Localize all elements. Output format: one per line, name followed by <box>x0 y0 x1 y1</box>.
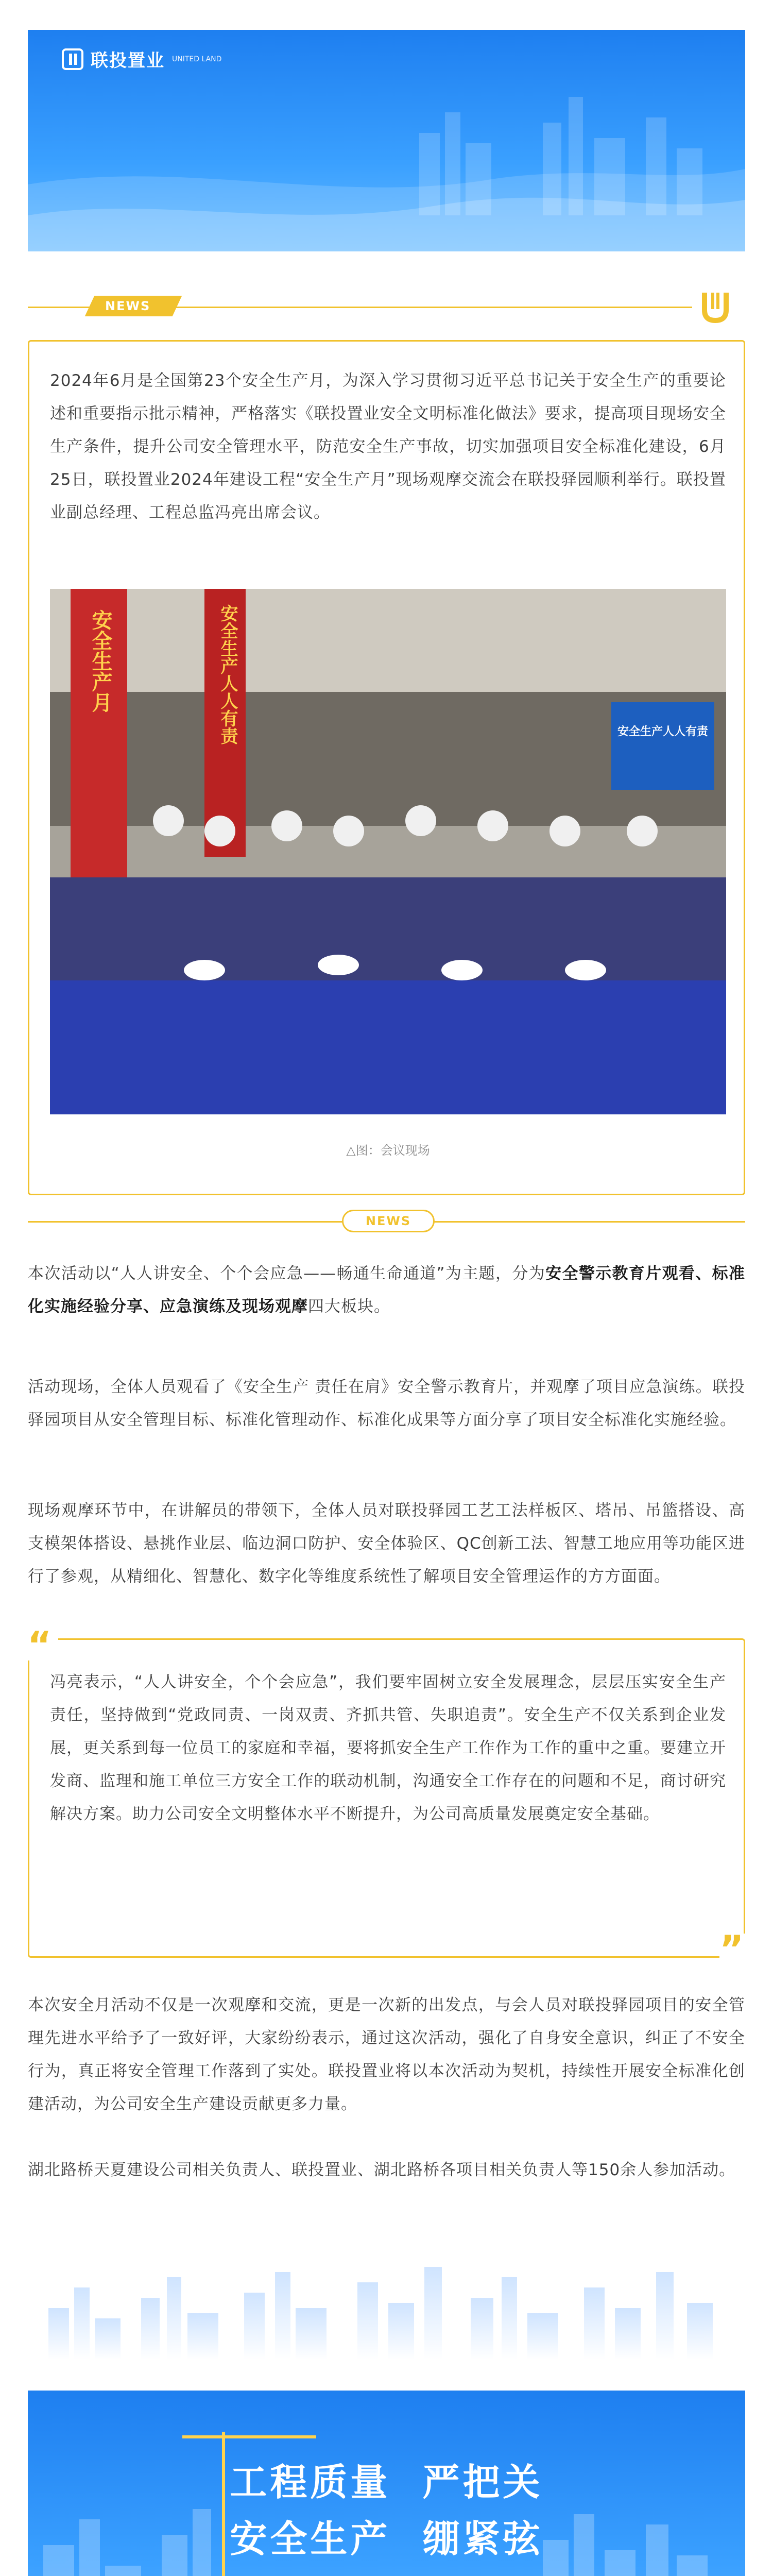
news-tag-label: NEWS <box>105 299 151 313</box>
photo-banner-text-2: 安全生产人人有责 <box>217 604 238 744</box>
body-paragraph-4: 本次安全月活动不仅是一次观摩和交流，更是一次新的出发点，与会人员对联投驿园项目的安全管理先进水平给予了一致好评，大家纷纷表示，通过这次活动，强化了自身安全意识，纠正了不安全行为，真正将安全管理工作落到了实处。联投置业将以本次活动为契机，持续性开展安全标准化创建活动，为公司安全生产建设贡献更多力量。 <box>28 1996 745 2113</box>
intro-card <box>28 340 745 1195</box>
poster-slogan-1: 工程质量 严把关 <box>230 2461 543 2504</box>
news-tag-2-label: NEWS <box>365 1214 411 1228</box>
news-divider <box>28 289 745 325</box>
quote-close-icon: ” <box>719 1934 750 1964</box>
brand-u-icon <box>697 289 733 325</box>
header-brand-sub: UNITED LAND <box>172 55 222 63</box>
body-p1-text: 本次活动以“人人讲安全、个个会应急——畅通生命通道”为主题，分为 <box>28 1264 546 1283</box>
body-paragraph-5: 湖北路桥天夏建设公司相关负责人、联投置业、湖北路桥各项目相关负责人等150余人参加活动。 <box>28 2161 736 2179</box>
skyline-decoration <box>28 2257 745 2360</box>
header-banner <box>28 30 745 251</box>
body-paragraph-2: 活动现场，全体人员观看了《安全生产 责任在肩》安全警示教育片，并观摩了项目应急演练。联投驿园项目从安全管理目标、标准化管理动作、标准化成果等方面分享了项目安全标准化实施经验。 <box>28 1378 745 1429</box>
intro-text: 2024年6月是全国第23个安全生产月，为深入学习贯彻习近平总书记关于安全生产的重要论述和重要指示批示精神，严格落实《联投置业安全文明标准化做法》要求，提高项目现场安全生产条件，提升公司安全管理水平，防范安全生产事故，切实加强项目安全标准化建设，6月25日，联投置业2024年建设工程“安全生产月”现场观摩交流会在联投驿园顺利举行。联投置业副总经理、工程总监冯亮出席会议。 <box>50 371 726 522</box>
header-logo <box>62 46 221 72</box>
quote-open-icon: “ <box>27 1630 58 1660</box>
body-p1-end: 四大板块。 <box>308 1297 390 1316</box>
quote-box <box>27 1623 745 1971</box>
poster-slogan-2: 安全生产 绷紧弦 <box>230 2517 543 2561</box>
news-divider-2 <box>28 1206 745 1236</box>
photo-caption: △图：会议现场 <box>346 1143 430 1158</box>
photo-banner-text-1: 安全生产月 <box>89 609 112 713</box>
quote-text: 冯亮表示，“人人讲安全，个个会应急”，我们要牢固树立安全发展理念，层层压实安全生产责任，坚持做到“党政同责、一岗双责、齐抓共管、失职追责”。安全生产不仅关系到企业发展，更关系到每一位员工的家庭和幸福，要将抓安全生产工作作为工作的重中之重。要建立开发商、监理和施工单位三方安全工作的联动机制，沟通安全工作存在的问题和不足，商讨研究解决方案。助力公司安全文明整体水平不断提升，为公司高质量发展奠定安全基础。 <box>50 1673 726 1823</box>
safety-poster <box>28 2391 745 2576</box>
header-brand-name: 联投置业 <box>91 50 165 71</box>
logo-mark-icon <box>62 48 83 70</box>
body-paragraph-1 <box>28 1257 745 1323</box>
body-paragraph-3: 现场观摩环节中，在讲解员的带领下，全体人员对联投驿园工艺工法样板区、塔吊、吊篮搭设、高支模架体搭设、悬挑作业层、临边洞口防护、安全体验区、QC创新工法、智慧工地应用等功能区进行了参观，从精细化、智慧化、数字化等维度系统性了解项目安全管理运作的方方面面。 <box>28 1501 745 1586</box>
body-p1-bold: 安全警示教育片观看、标准化实施经验分享、应急演练及现场观摩 <box>28 1264 746 1316</box>
photo-stage-sign: 安全生产人人有责 <box>617 725 708 738</box>
meeting-photo <box>50 589 726 1114</box>
